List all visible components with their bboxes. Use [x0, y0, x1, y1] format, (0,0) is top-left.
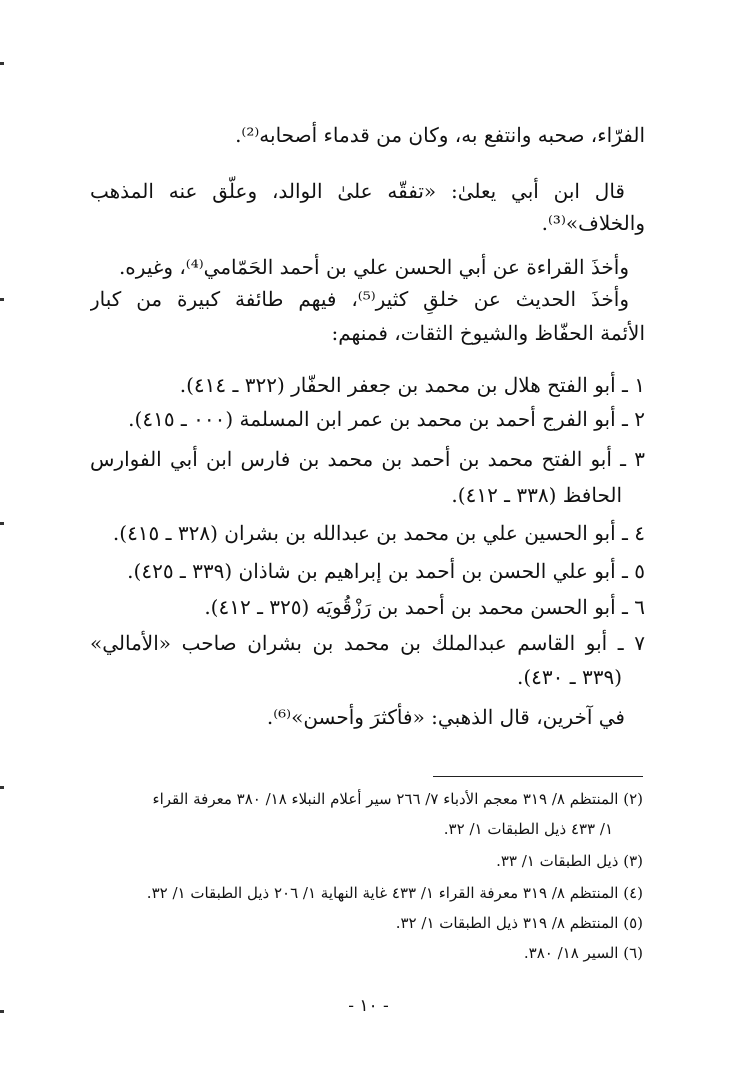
list-item: ٣ ـ أبو الفتح محمد بن أحمد بن محمد بن فارس ابن أبي الفوارس	[90, 447, 645, 471]
margin-mark	[0, 522, 4, 525]
margin-mark	[0, 786, 4, 789]
list-item: ٤ ـ أبو الحسين علي بن محمد بن عبدالله بن بشران (٣٢٨ ـ ٤١٥).	[112, 521, 645, 545]
footnote: (٥) المنتظم ٨/ ٣١٩ ذيل الطبقات ١/ ٣٢.	[395, 914, 643, 932]
body-line: وأخذَ الحديث عن خلقٍ كثير⁽⁵⁾، فيهم طائفة كبيرة من كبار	[90, 287, 629, 311]
list-item: ٥ ـ أبو علي الحسن بن أحمد بن إبراهيم بن شاذان (٣٣٩ ـ ٤٢٥).	[127, 559, 645, 583]
margin-mark	[0, 298, 4, 301]
margin-mark	[0, 62, 4, 65]
list-item-continuation: الحافظ (٣٣٨ ـ ٤١٢).	[451, 483, 622, 507]
body-line: في آخرين، قال الذهبي: «فأكثرَ وأحسن»⁽⁶⁾.	[266, 705, 625, 729]
list-item: ٢ ـ أبو الفرج أحمد بن محمد بن عمر ابن المسلمة (٠٠٠ ـ ٤١٥).	[128, 407, 645, 431]
footnote-continuation: ١/ ٤٣٣ ذيل الطبقات ١/ ٣٢.	[443, 820, 613, 838]
page-number: - ١٠ -	[348, 996, 389, 1016]
footnote-separator	[433, 776, 643, 777]
footnote: (٢) المنتظم ٨/ ٣١٩ معجم الأدباء ٧/ ٢٦٦ سير أعلام النبلاء ١٨/ ٣٨٠ معرفة القراء	[152, 790, 643, 808]
body-line: والخلاف»⁽³⁾.	[541, 211, 645, 235]
footnote: (٦) السير ١٨/ ٣٨٠.	[523, 944, 643, 962]
body-line: قال ابن أبي يعلىٰ: «تفقّه علىٰ الوالد، وعلّق عنه المذهب	[90, 179, 625, 203]
list-item: ٧ ـ أبو القاسم عبدالملك بن محمد بن بشران صاحب «الأمالي»	[90, 631, 645, 655]
body-line: وأخذَ القراءة عن أبي الحسن علي بن أحمد الحَمّامي⁽⁴⁾، وغيره.	[118, 255, 629, 279]
list-item: ١ ـ أبو الفتح هلال بن محمد بن جعفر الحفّار (٣٢٢ ـ ٤١٤).	[179, 373, 645, 397]
footnote: (٤) المنتظم ٨/ ٣١٩ معرفة القراء ١/ ٤٣٣ غاية النهاية ١/ ٢٠٦ ذيل الطبقات ١/ ٣٢.	[146, 884, 643, 902]
body-line: الفرّاء، صحبه وانتفع به، وكان من قدماء أصحابه⁽²⁾.	[235, 123, 645, 147]
body-line: الأئمة الحفّاظ والشيوخ الثقات، فمنهم:	[331, 321, 645, 345]
footnote: (٣) ذيل الطبقات ١/ ٣٣.	[496, 852, 643, 870]
list-item-continuation: (٣٣٩ ـ ٤٣٠).	[516, 665, 622, 689]
list-item: ٦ ـ أبو الحسن محمد بن أحمد بن رَزْقُويَه (٣٢٥ ـ ٤١٢).	[204, 595, 645, 619]
